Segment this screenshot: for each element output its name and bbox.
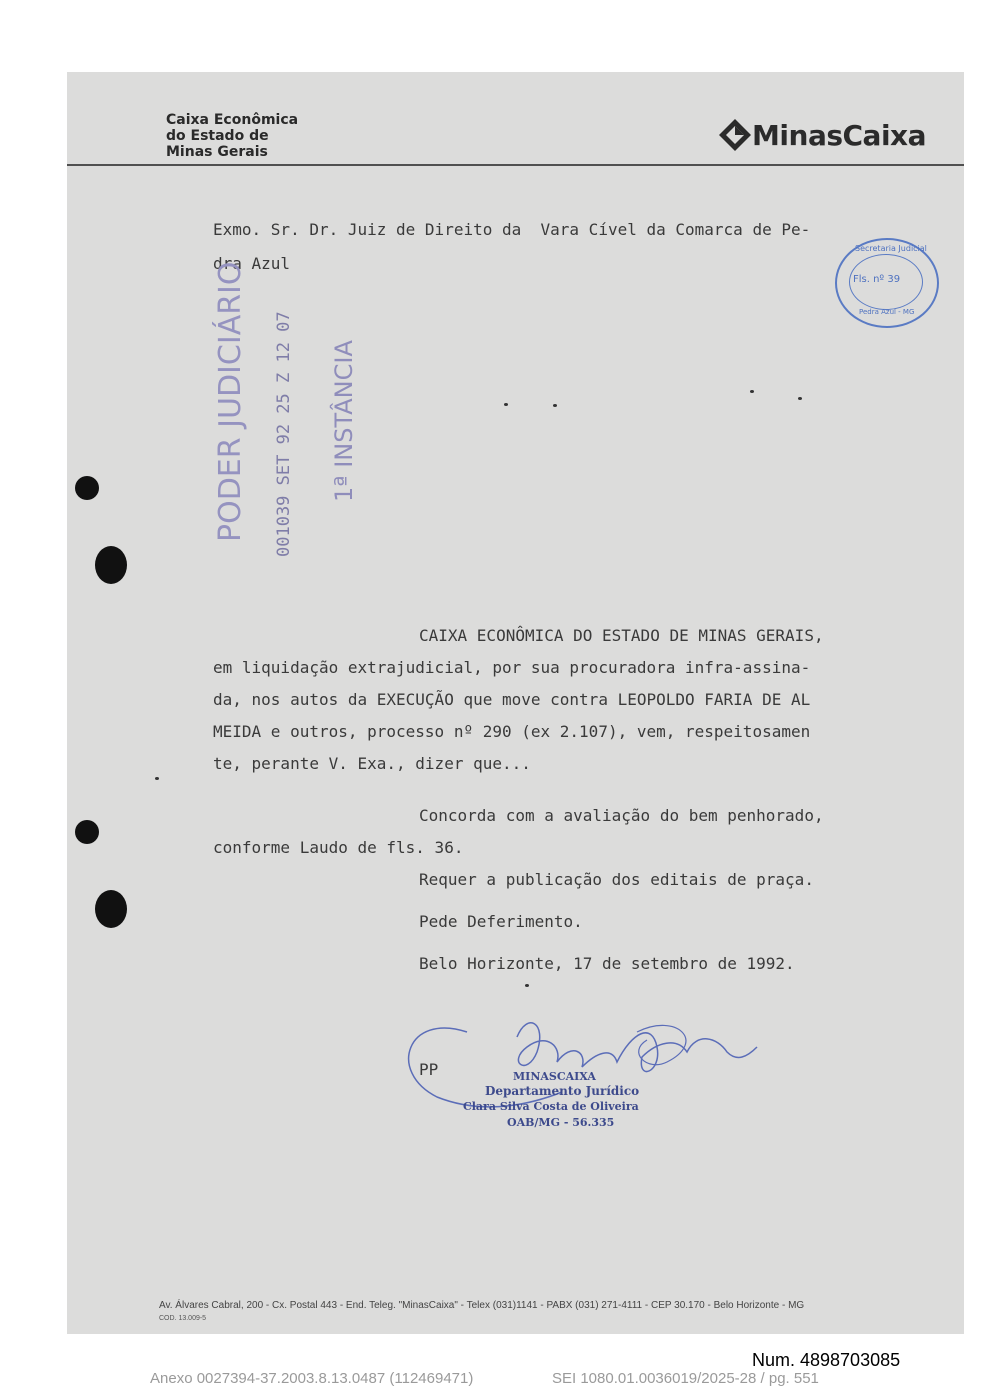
letterhead-rule — [67, 164, 964, 166]
punch-hole — [75, 476, 99, 500]
logo-text: MinasCaixa — [752, 118, 926, 152]
signature-stamp-line-2: Departamento Jurídico — [485, 1084, 640, 1098]
instancia-stamp: 1ª INSTÂNCIA — [330, 340, 358, 502]
protocol-stamp: 001039 SET 92 25 Z 12 07 — [274, 311, 294, 557]
seal-bottom-text: Pedra Azul - MG — [859, 308, 915, 316]
body-paragraph-1-line-2: em liquidação extrajudicial, por sua procuradora infra-assina- — [213, 658, 811, 677]
body-paragraph-3: Requer a publicação dos editais de praça. — [419, 870, 814, 889]
ink-speck — [155, 777, 159, 780]
body-paragraph-1-line-5: te, perante V. Exa., dizer que... — [213, 754, 531, 773]
body-paragraph-2-line-2: conforme Laudo de fls. 36. — [213, 838, 464, 857]
ink-speck — [553, 404, 557, 407]
secretaria-judicial-seal — [835, 238, 939, 328]
sei-reference: SEI 1080.01.0036019/2025-28 / pg. 551 — [552, 1370, 819, 1387]
body-paragraph-1-line-3: da, nos autos da EXECUÇÃO que move contra LEOPOLDO FARIA DE AL — [213, 690, 811, 709]
body-paragraph-1-line-1: CAIXA ECONÔMICA DO ESTADO DE MINAS GERAIS, — [419, 626, 824, 645]
seal-fls-text: Fls. nº 39 — [853, 274, 901, 285]
minascaixa-logo-icon — [718, 118, 752, 152]
seal-top-text: Secretaria Judicial — [855, 244, 927, 253]
document-number: Num. 4898703085 — [752, 1350, 901, 1370]
ink-speck — [750, 390, 754, 393]
signature-stamp-line-3: Clara Silva Costa de Oliveira — [463, 1100, 639, 1113]
minascaixa-logo — [718, 118, 926, 152]
footer-address: Av. Álvares Cabral, 200 - Cx. Postal 443 - End. Teleg. "MinasCaixa" - Telex (031)1141 - PABX (031) 271-4111 - CEP 30.170 - Belo Horizonte - MG — [159, 1300, 805, 1311]
punch-hole — [95, 546, 127, 584]
letterhead-institution — [166, 112, 298, 160]
body-paragraph-1-line-4: MEIDA e outros, processo nº 290 (ex 2.107), vem, respeitosamen — [213, 722, 811, 741]
ink-speck — [504, 403, 508, 406]
body-paragraph-2-line-1: Concorda com a avaliação do bem penhorado, — [419, 806, 824, 825]
letterhead-line-3: Minas Gerais — [166, 144, 268, 160]
ink-speck — [525, 984, 529, 987]
closing-request: Pede Deferimento. — [419, 912, 583, 931]
document-sheet — [67, 72, 964, 1334]
footer-code: COD. 13.009-5 — [159, 1315, 207, 1322]
letterhead-line-1: Caixa Econômica — [166, 112, 299, 128]
pp-label: PP — [419, 1060, 439, 1079]
place-and-date: Belo Horizonte, 17 de setembro de 1992. — [419, 954, 795, 973]
addressee-line-2: dra Azul — [213, 254, 291, 273]
annex-reference: Anexo 0027394-37.2003.8.13.0487 (112469471) — [150, 1370, 474, 1387]
signature-stamp-line-1: MINASCAIXA — [513, 1070, 596, 1083]
signature-stamp-line-4: OAB/MG - 56.335 — [507, 1116, 615, 1129]
addressee-line-1: Exmo. Sr. Dr. Juiz de Direito da Vara Cível da Comarca de Pe- — [213, 220, 811, 239]
punch-hole — [75, 820, 99, 844]
poder-judiciario-stamp: PODER JUDICIÁRIO — [213, 261, 248, 542]
punch-hole — [95, 890, 127, 928]
ink-speck — [798, 397, 802, 400]
letterhead-line-2: do Estado de — [166, 128, 269, 144]
